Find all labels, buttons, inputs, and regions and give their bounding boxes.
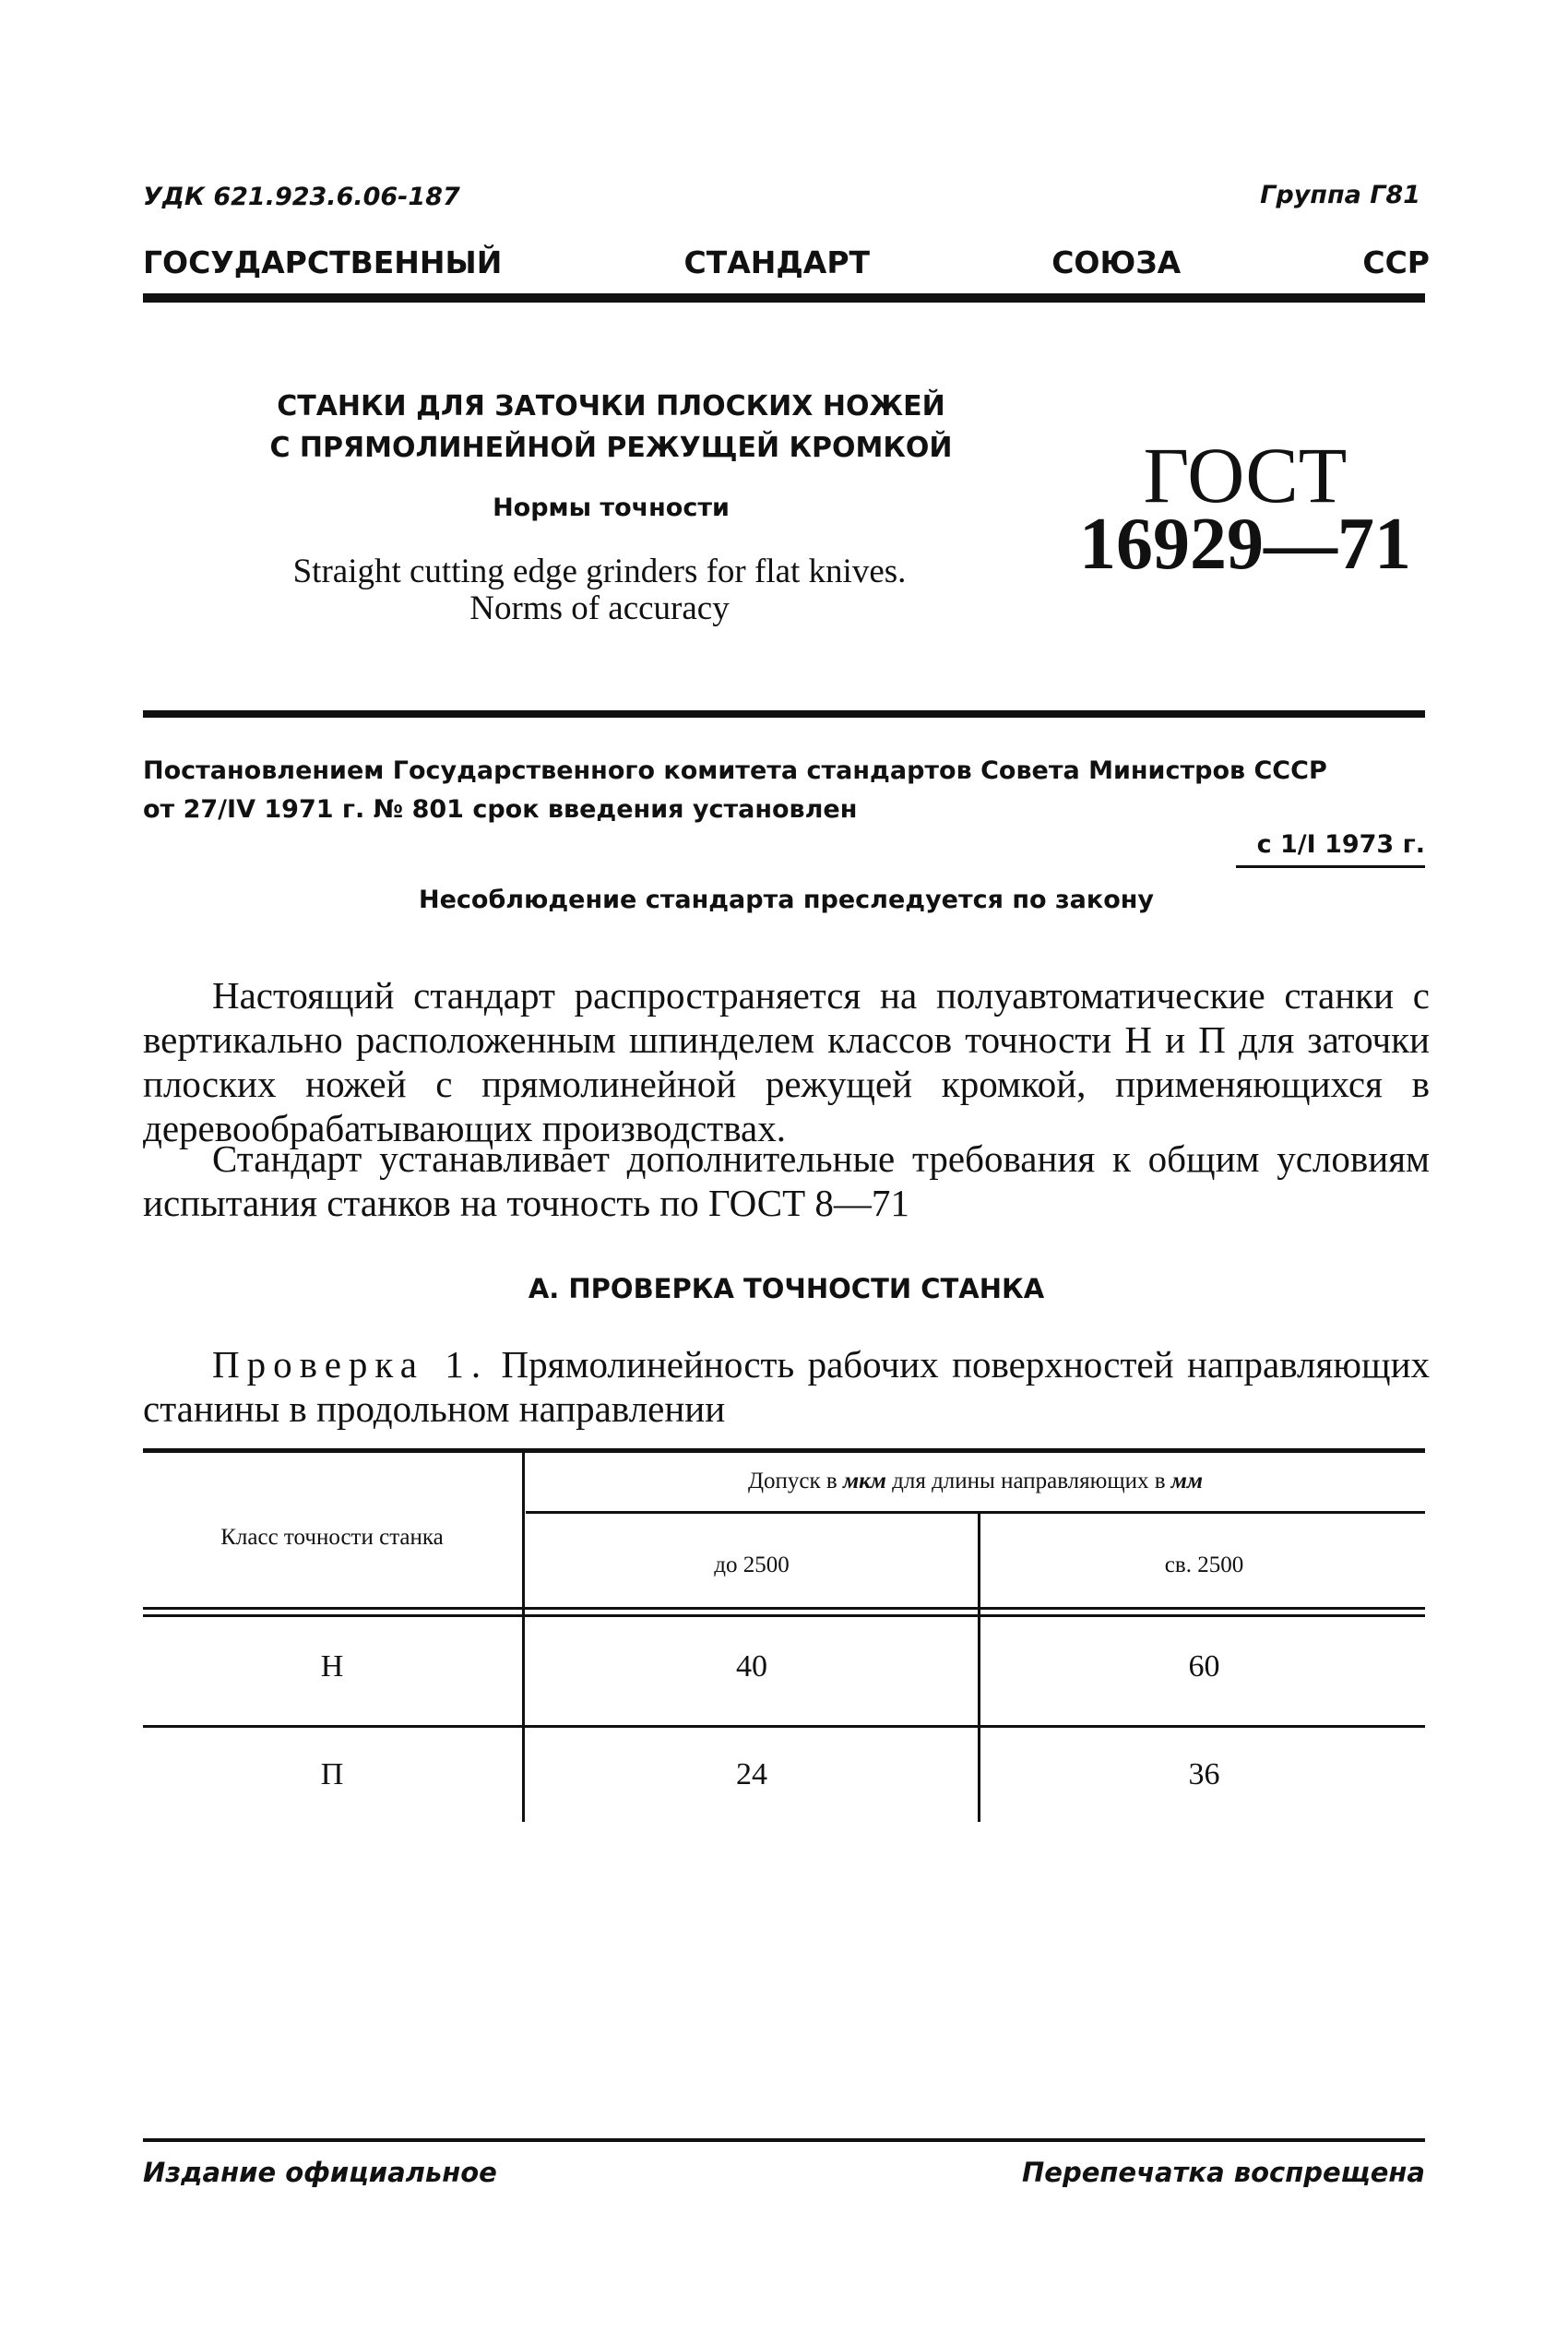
table-header-rule: [143, 1607, 1425, 1610]
state-word: ГОСУДАРСТВЕННЫЙ: [143, 244, 503, 280]
scope-paragraph: Настоящий стандарт распространяется на полуавтоматические станки с вертикально расположенным шпинделем классов точности Н и П для заточки плоских ножей с прямолинейной режущей кромкой, применяющихся в деревообрабатывающих производствах.: [143, 974, 1430, 1149]
header-tolerance-prefix: Допуск в: [747, 1469, 837, 1493]
legal-notice: Несоблюдение стандарта преследуется по закону: [418, 886, 1155, 914]
header-unit-mm: мм: [1170, 1469, 1204, 1493]
title-ru-line2: С ПРЯМОЛИНЕЙНОЙ РЕЖУЩЕЙ КРОМКОЙ: [269, 432, 953, 464]
decree-line2: от 27/IV 1971 г. № 801 срок введения установлен: [143, 795, 858, 824]
header-tolerance-mid: для длины направляющих в: [892, 1469, 1166, 1493]
gost-number: 16929—71: [1079, 504, 1411, 585]
state-word: СОЮЗА: [1051, 244, 1182, 280]
effective-date-underline: [1236, 865, 1425, 868]
effective-date: с 1/I 1973 г.: [1256, 830, 1425, 859]
table-cell-value: 36: [1188, 1757, 1220, 1791]
table-row-rule: [143, 1725, 1425, 1728]
title-en-line1: Straight cutting edge grinders for flat knives.: [292, 553, 907, 590]
requirements-paragraph: Стандарт устанавливает дополнительные требования к общим условиям испытания станков на точность по ГОСТ 8—71: [143, 1137, 1430, 1224]
header-upto-2500: до 2500: [714, 1553, 790, 1577]
state-word: СТАНДАРТ: [683, 244, 871, 280]
header-rule: [143, 293, 1425, 303]
gost-label: ГОСТ: [1143, 431, 1348, 519]
header-class: Класс точности станка: [220, 1525, 444, 1550]
footer-rule: [143, 2138, 1425, 2142]
title-rule: [143, 710, 1425, 718]
table-subheader-rule: [526, 1511, 1425, 1514]
header-unit-mkm: мкм: [842, 1469, 886, 1493]
reprint-note: Перепечатка воспрещена: [1022, 2157, 1425, 2188]
state-standard-heading: [143, 244, 1430, 280]
check-1: [143, 1342, 1430, 1431]
table-cell-value: 24: [736, 1757, 767, 1791]
table-cell-class: П: [320, 1757, 344, 1791]
table-header-rule: [143, 1614, 1425, 1617]
table-col-rule: [522, 1453, 525, 1822]
check-text: Прямолинейность рабочих поверхностей направляющих станины в продольном направлении: [143, 1343, 1431, 1430]
check-label: Проверка 1.: [212, 1343, 489, 1386]
header-over-2500: св. 2500: [1164, 1553, 1244, 1577]
title-ru-line1: СТАНКИ ДЛЯ ЗАТОЧКИ ПЛОСКИХ НОЖЕЙ: [277, 390, 945, 422]
table-cell-class: Н: [320, 1649, 344, 1684]
group-code: Группа Г81: [1260, 181, 1420, 209]
table-cell-value: 60: [1188, 1649, 1220, 1684]
udk-code: УДК 621.923.6.06-187: [143, 183, 460, 211]
table-cell-value: 40: [736, 1649, 767, 1684]
decree-line1: Постановлением Государственного комитета стандартов Совета Министров СССР: [143, 756, 1327, 785]
edition-note: Издание официальное: [143, 2157, 497, 2188]
section-heading: А. ПРОВЕРКА ТОЧНОСТИ СТАНКА: [528, 1273, 1045, 1304]
table-top-rule: [143, 1448, 1425, 1453]
title-en-line2: Norms of accuracy: [469, 589, 730, 627]
header-tolerance: [526, 1469, 1425, 1494]
title-ru-subtitle: Нормы точности: [493, 494, 730, 522]
state-word: ССР: [1362, 244, 1430, 280]
